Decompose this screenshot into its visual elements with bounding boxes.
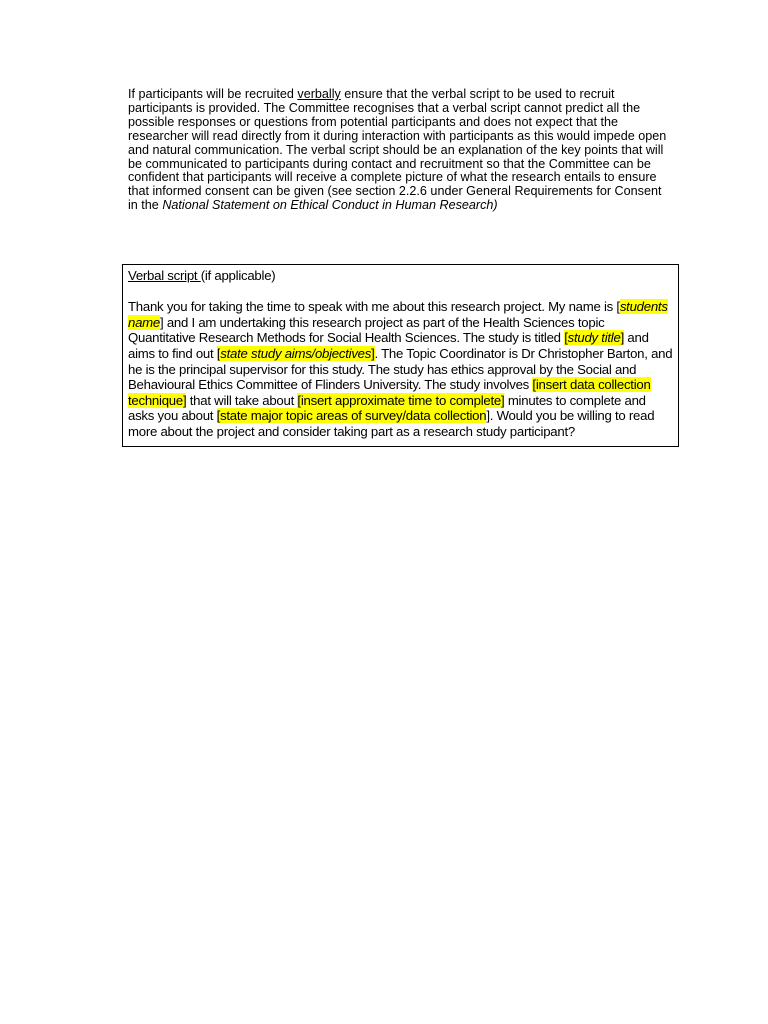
verbally-underlined: verbally (297, 87, 341, 101)
placeholder-data-collection-technique: [insert data collection technique] (128, 377, 651, 408)
verbal-script-label: Verbal script (128, 268, 201, 283)
placeholder-study-aims: state study aims/objectives (220, 345, 372, 361)
placeholder-students-name: students name (128, 299, 668, 330)
verbal-script-box (122, 264, 679, 447)
study-title-bracket-close: ] (620, 330, 624, 346)
verbal-script-body (128, 299, 673, 439)
script-text-2: ] and I am undertaking this research project as part of the Health Sciences topic Quantitative Research Methods for Social Health Sciences. The study is titled (128, 314, 605, 346)
verbal-script-note: (if applicable) (200, 268, 276, 283)
placeholder-approximate-time: [insert approximate time to complete] (297, 392, 505, 408)
verbal-script-heading (128, 268, 673, 284)
aims-bracket-open: [ (216, 345, 221, 361)
script-text-7: ]. Would you be willing to read more about the project and consider taking part as a research study participant? (128, 408, 655, 439)
study-title-bracket-open: [ (564, 330, 568, 346)
intro-text-2: ensure that the verbal script to be used to recruit participants is provided. The Committee recognises that a verbal script cannot predict all the possible responses or questions from potential participants and does not expect that the researcher will read directly from it during interaction with participants as this would impede open and natural communication. The verbal script should be an explanation of the key points that will be communicated to participants during contact and recruitment so that the Committee can be confident that participants will receive a complete picture of what the research entails to ensure that informed consent can be given (see section 2.2.6 under General Requirements for Consent in the (128, 87, 667, 213)
script-text-5: that will take about (186, 392, 298, 408)
placeholder-topic-areas: [state major topic areas of survey/data collection (216, 408, 487, 424)
aims-bracket-close: ] (371, 345, 375, 361)
intro-text-1: If participants will be recruited (128, 87, 298, 101)
script-text-1: Thank you for taking the time to speak with me about this research project. My name is [ (128, 299, 620, 315)
script-text-6: minutes to complete and asks you about (128, 392, 646, 424)
script-text-4: . The Topic Coordinator is Dr Christopher Barton, and he is the principal supervisor for this study. The study has ethics approval by the Social and Behavioural Ethics Committee of Flinders University. The study involves (128, 345, 673, 393)
intro-paragraph (128, 88, 673, 213)
national-statement-title: National Statement on Ethical Conduct in Human Research) (162, 198, 498, 213)
script-text-3: and aims to find out (128, 330, 649, 361)
placeholder-study-title: study title (567, 330, 621, 346)
